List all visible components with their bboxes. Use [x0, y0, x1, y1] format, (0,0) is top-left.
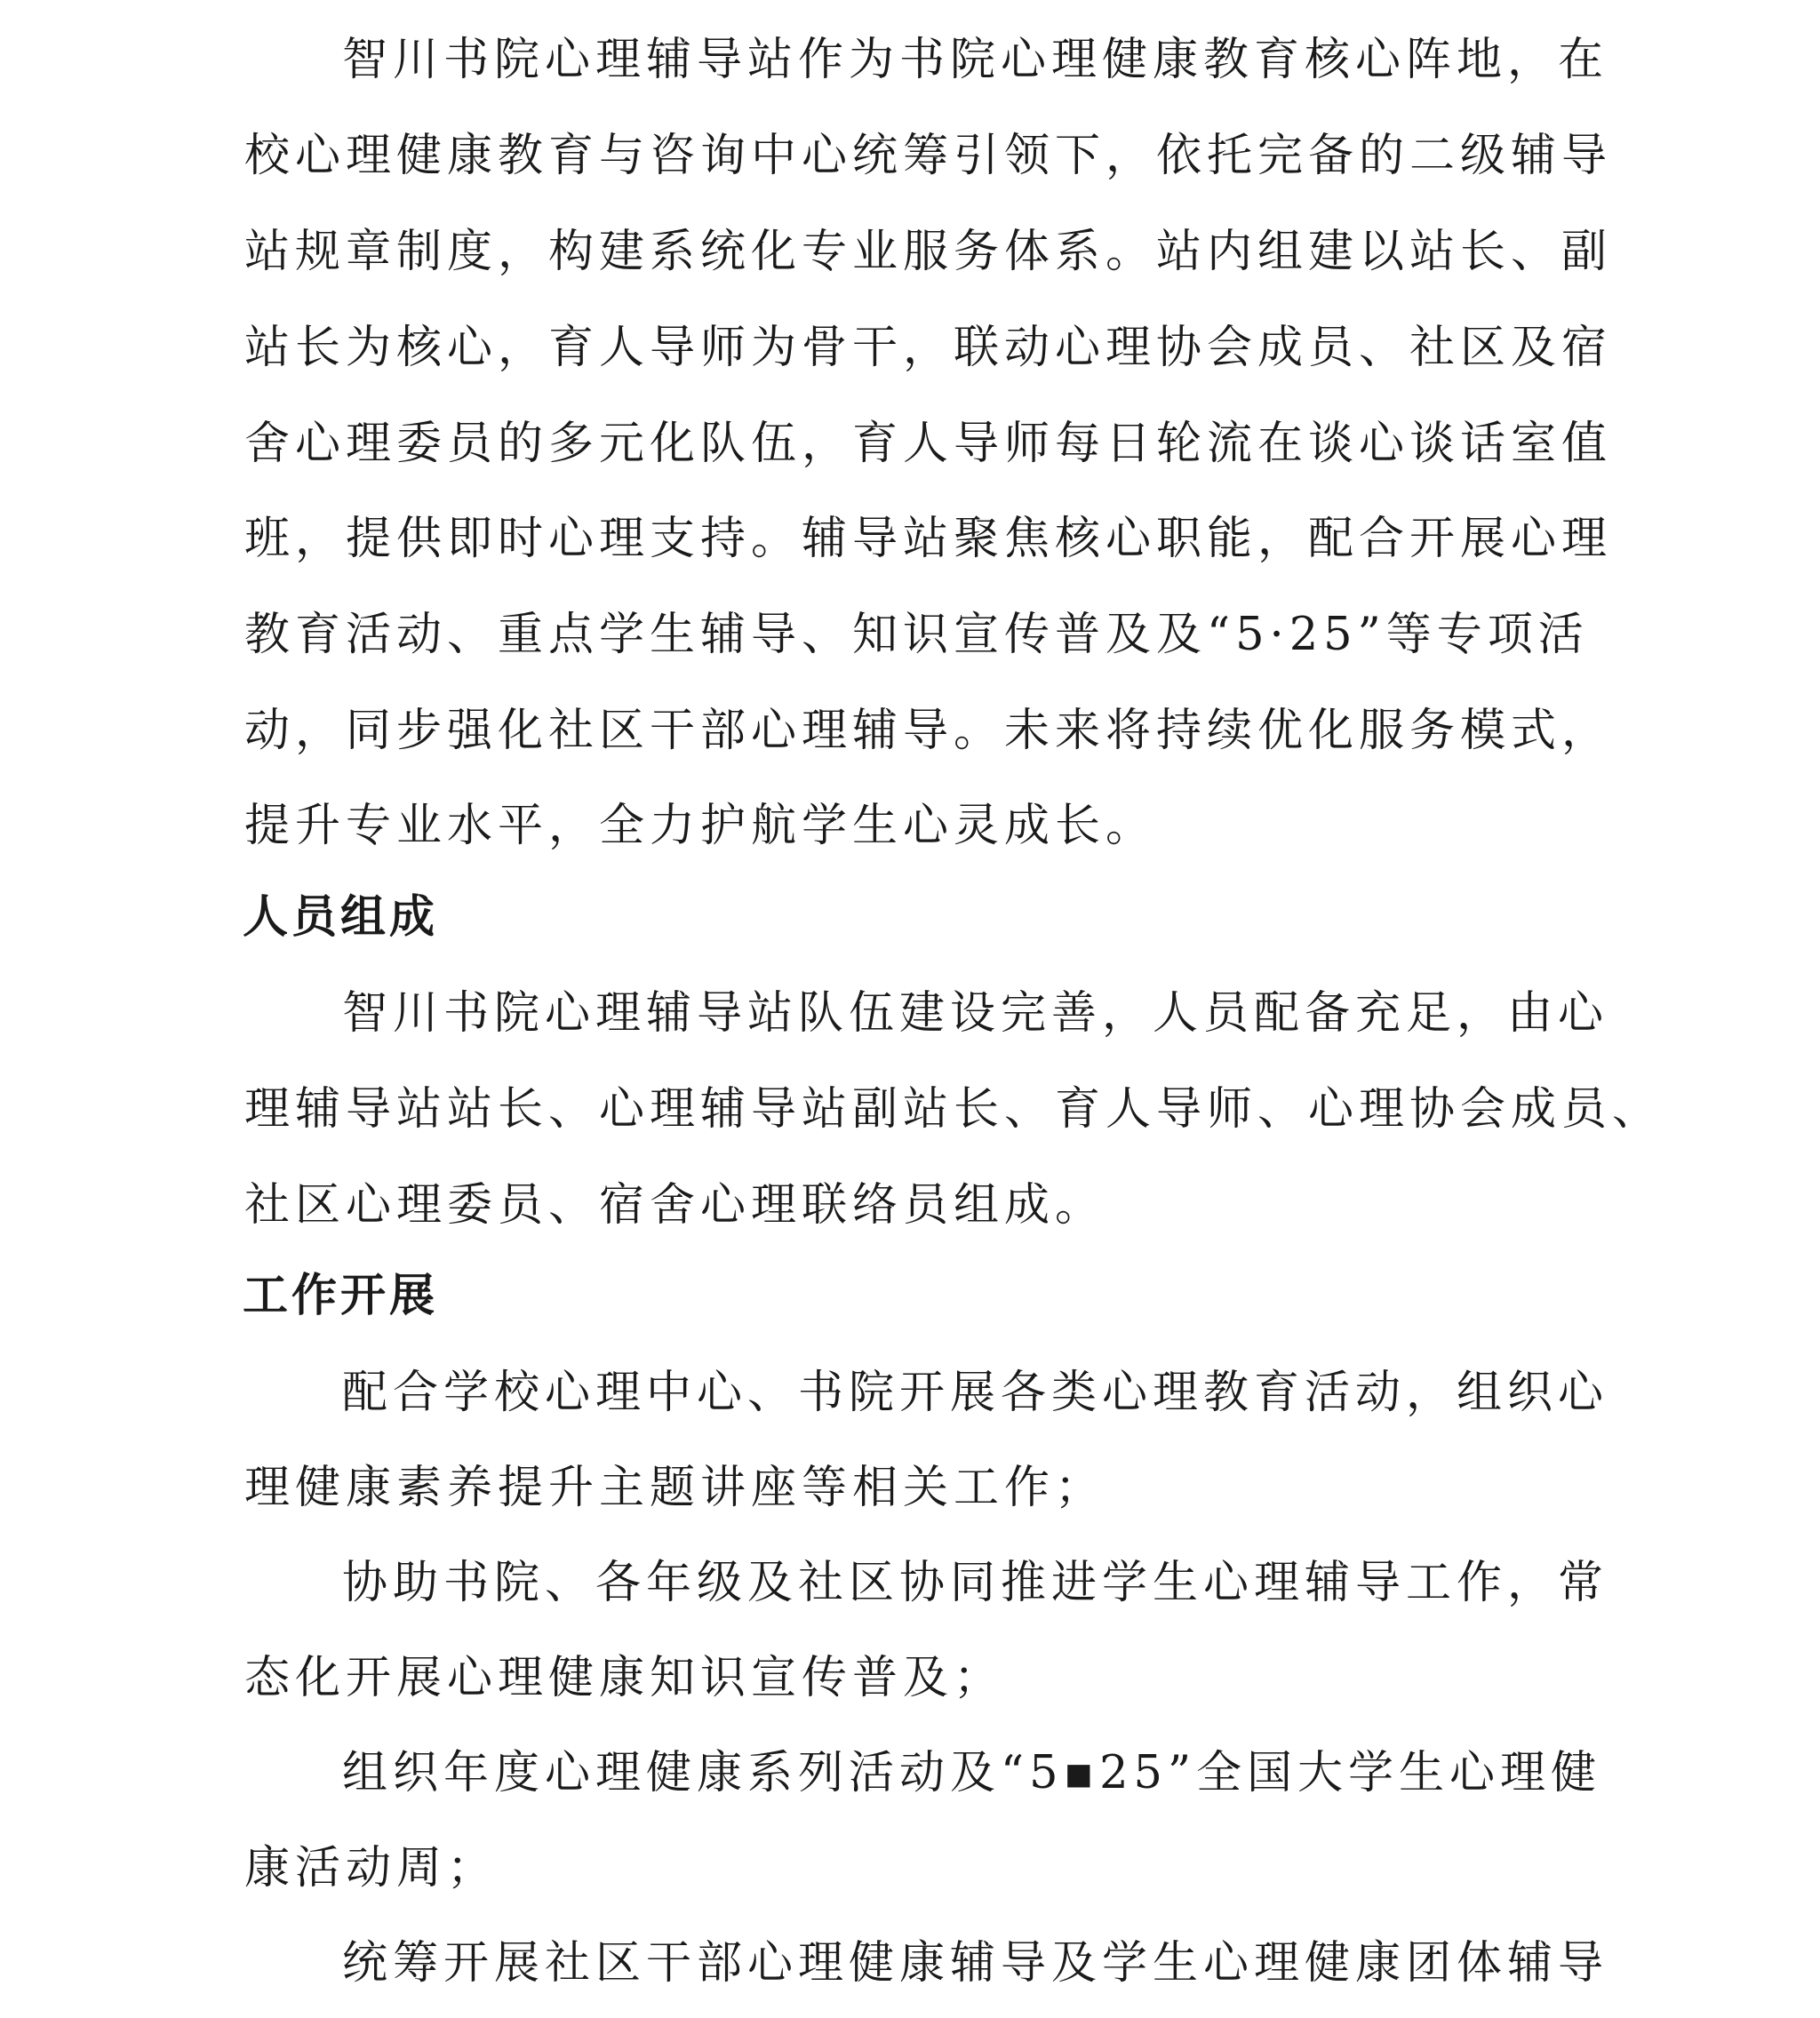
intro-line-6: 班，提供即时心理支持。辅导站聚焦核心职能，配合开展心理	[244, 513, 1613, 565]
intro-line-3: 站规章制度，构建系统化专业服务体系。站内组建以站长、副	[244, 226, 1613, 278]
work-item-3-line-2: 康活动周；	[244, 1842, 499, 1894]
section-heading-staff: 人员组成	[243, 891, 439, 944]
intro-line-2: 校心理健康教育与咨询中心统筹引领下，依托完备的二级辅导	[244, 130, 1613, 182]
section-heading-work: 工作开展	[243, 1270, 439, 1322]
work-item-4-line-1: 统筹开展社区干部心理健康辅导及学生心理健康团体辅导	[342, 1937, 1609, 1990]
work-item-2-line-2: 态化开展心理健康知识宣传普及；	[244, 1652, 1005, 1704]
intro-line-5: 舍心理委员的多元化队伍，育人导师每日轮流在谈心谈话室值	[244, 418, 1613, 470]
staff-line-1: 智川书院心理辅导站队伍建设完善，人员配备充足，由心	[342, 987, 1609, 1040]
work-item-3-line-1: 组织年度心理健康系列活动及“5▪25”全国大学生心理健	[342, 1747, 1602, 1799]
intro-line-1: 智川书院心理辅导站作为书院心理健康教育核心阵地，在	[342, 34, 1609, 86]
intro-line-4: 站长为核心，育人导师为骨干，联动心理协会成员、社区及宿	[244, 322, 1613, 374]
work-item-1-line-1: 配合学校心理中心、书院开展各类心理教育活动，组织心	[342, 1367, 1609, 1419]
work-item-1-line-2: 理健康素养提升主题讲座等相关工作；	[244, 1462, 1106, 1514]
intro-line-9: 提升专业水平，全力护航学生心灵成长。	[244, 800, 1157, 852]
intro-line-8: 动，同步强化社区干部心理辅导。未来将持续优化服务模式，	[244, 705, 1613, 757]
work-item-2-line-1: 协助书院、各年级及社区协同推进学生心理辅导工作，常	[342, 1557, 1609, 1609]
staff-line-2: 理辅导站站长、心理辅导站副站长、育人导师、心理协会成员、	[244, 1083, 1664, 1136]
intro-line-7: 教育活动、重点学生辅导、知识宣传普及及“5·25”等专项活	[244, 609, 1589, 661]
staff-line-3: 社区心理委员、宿舍心理联络员组成。	[244, 1179, 1106, 1232]
